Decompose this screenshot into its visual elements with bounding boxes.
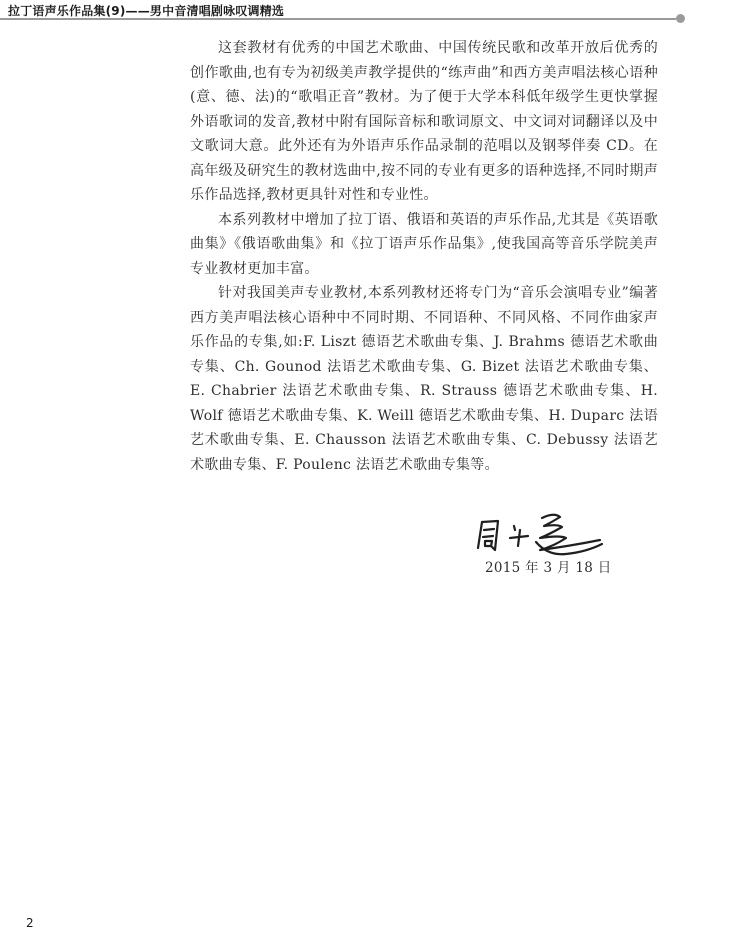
signature-date: 2015 年 3 月 18 日 [485,560,612,576]
body-text [190,36,658,477]
paragraph-teaching-materials: 这套教材有优秀的中国艺术歌曲、中国传统民歌和改革开放后优秀的创作歌曲,也有专为初级美声教学提供的“练声曲”和西方美声唱法核心语种(意、德、法)的“歌唱正音”教材。为了便于大学本科低年级学生更快掌握外语歌词的发音,教材中附有国际音标和歌词原文、中文词对词翻译以及中文歌词大意。此外还有为外语声乐作品录制的范唱以及钢琴伴奏 CD。在高年级及研究生的教材选曲中,按不同的专业有更多的语种选择,不同时期声乐作品选择,教材更具针对性和专业性。 [190,40,658,203]
header-dot-ornament [676,14,685,23]
page-number: 2 [26,916,34,930]
handwritten-signature [470,508,610,560]
book-title: 拉丁语声乐作品集(9)——男中音清唱剧咏叹调精选 [8,4,285,18]
paragraph-special-collections: 针对我国美声专业教材,本系列教材还将专门为“音乐会演唱专业”编著西方美声唱法核心语种中不同时期、不同语种、不同风格、不同作曲家声乐作品的专集,如:F. Liszt 德语艺术歌曲专集、J. Brahms 德语艺术歌曲专集、Ch. Gounod 法语艺术歌曲专集、G. Bizet 法语艺术歌曲专集、E. Chabrier 法语艺术歌曲专集、R. Strauss 德语艺术歌曲专集、H. Wolf 德语艺术歌曲专集、K. Weill 德语艺术歌曲专集、H. Duparc 法语艺术歌曲专集、E. Chausson 法语艺术歌曲专集、C. Debussy 法语艺术歌曲专集、F. Poulenc 法语艺术歌曲专集等。 [190,285,658,473]
running-header [0,0,730,24]
paragraph-added-languages: 本系列教材中增加了拉丁语、俄语和英语的声乐作品,尤其是《英语歌曲集》《俄语歌曲集》和《拉丁语声乐作品集》,使我国高等音乐学院美声专业教材更加丰富。 [190,211,658,277]
header-rule [0,18,676,20]
